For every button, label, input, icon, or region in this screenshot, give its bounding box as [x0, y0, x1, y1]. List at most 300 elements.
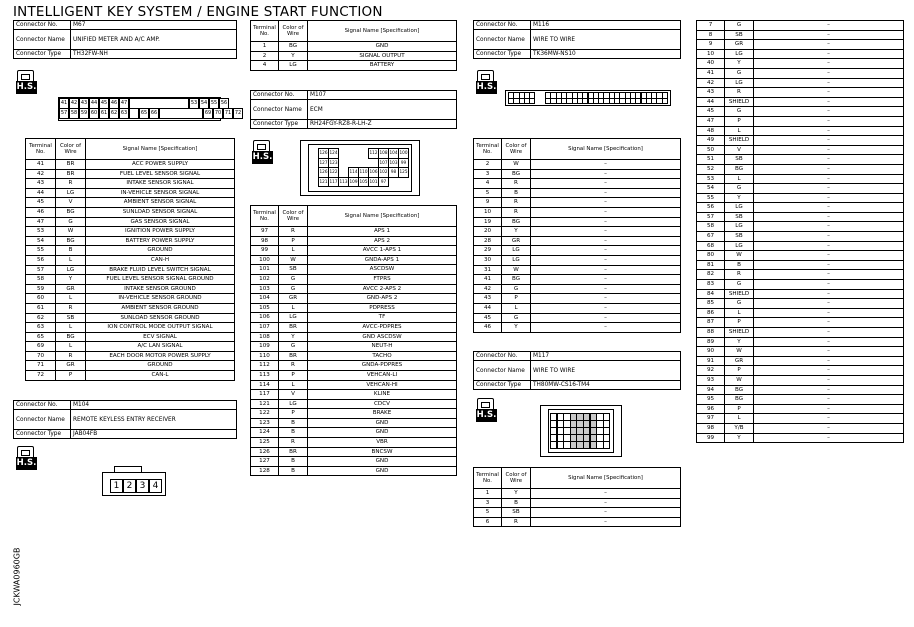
m107-pin: 99	[398, 158, 409, 169]
signal-name-cell: APS 2	[308, 236, 457, 246]
table-row	[697, 193, 904, 203]
m117-pin	[603, 441, 610, 449]
table-row	[26, 275, 235, 285]
wire-color-cell: W	[56, 227, 86, 237]
table-row	[474, 323, 681, 333]
wire-color-cell: LG	[502, 255, 531, 265]
table-row	[697, 375, 904, 385]
m117-connector-no: M117	[531, 352, 681, 361]
signal-name-cell: GND-APS 2	[308, 294, 457, 304]
label-connector-no: Connector No.	[14, 21, 71, 30]
terminal-no-cell: 3	[474, 169, 502, 179]
table-row	[697, 59, 904, 69]
terminal-no-cell: 91	[697, 356, 725, 366]
table-row	[474, 303, 681, 313]
table-row	[697, 68, 904, 78]
terminal-no-cell: 60	[26, 294, 56, 304]
terminal-no-cell: 128	[251, 466, 279, 476]
terminal-no-cell: 71	[26, 361, 56, 371]
m67-pin: 63	[119, 108, 129, 119]
signal-name-cell: GROUND	[86, 246, 235, 256]
terminal-no-cell: 104	[251, 294, 279, 304]
terminal-no-cell: 97	[251, 227, 279, 237]
table-row	[697, 212, 904, 222]
terminal-no-cell: 50	[697, 145, 725, 155]
m67-pin: 65	[139, 108, 149, 119]
terminal-no-cell: 100	[251, 255, 279, 265]
signal-name-cell: –	[754, 164, 904, 174]
signal-name-cell: BNCSW	[308, 447, 457, 457]
table-row	[697, 116, 904, 126]
table-row	[251, 399, 457, 409]
terminal-no-cell: 45	[697, 107, 725, 117]
signal-name-cell: –	[531, 160, 681, 170]
terminal-no-cell: 54	[697, 184, 725, 194]
col-signal-name: Signal Name [Specification]	[86, 139, 235, 160]
hs-icon: H.S.	[476, 398, 498, 424]
terminal-no-cell: 57	[697, 212, 725, 222]
wire-color-cell: Y	[56, 275, 86, 285]
table-row	[697, 136, 904, 146]
m117-pin-grid	[550, 413, 612, 449]
col-terminal-no: Terminal No.	[251, 21, 279, 42]
terminal-no-cell: 6	[474, 517, 502, 527]
wire-color-cell: L	[725, 174, 754, 184]
m104-pin: 4	[149, 479, 162, 493]
m107-pin: 123	[328, 158, 339, 169]
table-row	[697, 328, 904, 338]
signal-name-cell: BATTERY	[308, 61, 457, 71]
signal-name-cell: –	[754, 184, 904, 194]
wire-color-cell: G	[725, 299, 754, 309]
signal-name-cell: AMBIENT SENSOR SIGNAL	[86, 198, 235, 208]
wire-color-cell: BG	[279, 42, 308, 52]
terminal-no-cell: 9	[697, 40, 725, 50]
wire-color-cell: R	[502, 198, 531, 208]
terminal-no-cell: 82	[697, 270, 725, 280]
terminal-no-cell: 53	[697, 174, 725, 184]
terminal-no-cell: 55	[26, 246, 56, 256]
terminal-no-cell: 89	[697, 337, 725, 347]
terminal-no-cell: 123	[251, 418, 279, 428]
wire-color-cell: G	[725, 21, 754, 31]
m67-pin: 53	[189, 98, 199, 109]
m107-pin: 113	[338, 177, 349, 188]
signal-name-cell: GNDA-APS 1	[308, 255, 457, 265]
terminal-no-cell: 40	[697, 59, 725, 69]
terminal-no-cell: 84	[697, 289, 725, 299]
table-row	[474, 284, 681, 294]
wire-color-cell: LG	[56, 188, 86, 198]
signal-name-cell: –	[754, 270, 904, 280]
table-row	[251, 418, 457, 428]
signal-name-cell: GND	[308, 457, 457, 467]
wire-color-cell: G	[725, 184, 754, 194]
m107-pin: 100	[398, 148, 409, 159]
terminal-no-cell: 83	[697, 280, 725, 290]
table-row	[251, 265, 457, 275]
wire-color-cell: SB	[725, 30, 754, 40]
signal-name-cell: –	[754, 21, 904, 31]
wire-color-cell: V	[279, 390, 308, 400]
table-row	[474, 255, 681, 265]
table-row	[474, 236, 681, 246]
table-row	[474, 179, 681, 189]
terminal-no-cell: 112	[251, 361, 279, 371]
signal-name-cell: –	[754, 280, 904, 290]
terminal-no-cell: 42	[474, 284, 502, 294]
table-row	[26, 255, 235, 265]
signal-name-cell: ASCDSW	[308, 265, 457, 275]
table-row	[26, 332, 235, 342]
col-color-of-wire: Color of Wire	[502, 468, 531, 489]
terminal-no-cell: 4	[474, 179, 502, 189]
table-row	[697, 232, 904, 242]
wire-color-cell: Y/B	[725, 423, 754, 433]
m67-pin-row-bottom	[59, 108, 243, 119]
wire-color-cell: R	[279, 361, 308, 371]
m104-connector-no: M104	[71, 401, 237, 410]
table-row	[697, 404, 904, 414]
label-connector-no: Connector No.	[474, 352, 531, 361]
table-row	[697, 356, 904, 366]
wire-color-cell: G	[279, 284, 308, 294]
wire-color-cell: P	[725, 318, 754, 328]
signal-name-cell: –	[531, 236, 681, 246]
wire-color-cell: Y	[502, 489, 531, 499]
wire-color-cell: L	[56, 294, 86, 304]
wire-color-cell: BG	[56, 207, 86, 217]
hs-icon: H.S.	[16, 446, 38, 472]
table-row	[474, 217, 681, 227]
table-row	[251, 390, 457, 400]
table-row	[697, 308, 904, 318]
label-connector-name: Connector Name	[14, 410, 71, 430]
signal-name-cell: –	[754, 116, 904, 126]
signal-name-cell: –	[531, 265, 681, 275]
signal-name-cell: –	[754, 145, 904, 155]
terminal-no-cell: 58	[26, 275, 56, 285]
wire-color-cell: BG	[56, 236, 86, 246]
wire-color-cell: G	[56, 217, 86, 227]
table-row	[697, 251, 904, 261]
m117-connector-name: WIRE TO WIRE	[531, 361, 681, 381]
table-row	[26, 313, 235, 323]
signal-name-cell: AMBIENT SENSOR GROUND	[86, 303, 235, 313]
m107-connector-info	[250, 90, 457, 129]
terminal-no-cell: 95	[697, 395, 725, 405]
m67-pin: 60	[89, 108, 99, 119]
wire-color-cell: R	[725, 88, 754, 98]
signal-name-cell: GNDA-PDPRES	[308, 361, 457, 371]
wire-color-cell: W	[725, 251, 754, 261]
label-connector-no: Connector No.	[251, 91, 308, 100]
wire-color-cell: R	[56, 179, 86, 189]
table-row	[26, 217, 235, 227]
signal-name-cell: GROUND	[86, 361, 235, 371]
signal-name-cell: –	[754, 126, 904, 136]
terminal-no-cell: 98	[251, 236, 279, 246]
wire-color-cell: L	[56, 323, 86, 333]
terminal-no-cell: 41	[474, 275, 502, 285]
terminal-no-cell: 62	[26, 313, 56, 323]
m107-pin: 107	[378, 158, 389, 169]
table-row	[26, 227, 235, 237]
wire-color-cell: B	[279, 428, 308, 438]
terminal-no-cell: 85	[697, 299, 725, 309]
wire-color-cell: SHIELD	[725, 328, 754, 338]
terminal-no-cell: 68	[697, 241, 725, 251]
m67-pin-gap	[159, 108, 203, 119]
wire-color-cell: LG	[725, 241, 754, 251]
table-row	[251, 466, 457, 476]
label-connector-type: Connector Type	[474, 381, 531, 390]
wire-color-cell: LG	[56, 265, 86, 275]
table-row	[26, 371, 235, 381]
signal-name-cell: –	[754, 260, 904, 270]
signal-name-cell: –	[754, 241, 904, 251]
wire-color-cell: LG	[279, 61, 308, 71]
terminal-no-cell: 106	[251, 313, 279, 323]
terminal-no-cell: 109	[251, 342, 279, 352]
wire-color-cell: P	[502, 294, 531, 304]
signal-name-cell: –	[531, 508, 681, 518]
signal-name-cell: EACH DOOR MOTOR POWER SUPPLY	[86, 351, 235, 361]
table-row	[474, 294, 681, 304]
m67-pin: 66	[149, 108, 159, 119]
table-row	[251, 322, 457, 332]
m107-pin: 126	[318, 167, 329, 178]
terminal-no-cell: 108	[251, 332, 279, 342]
wire-color-cell: BR	[279, 351, 308, 361]
signal-name-cell: CAN-H	[86, 255, 235, 265]
m67-connector-diagram	[58, 97, 242, 121]
wire-color-cell: W	[725, 347, 754, 357]
signal-name-cell: VBR	[308, 438, 457, 448]
table-row	[697, 88, 904, 98]
table-row	[697, 423, 904, 433]
m107-pin: 104	[388, 148, 399, 159]
m67-connector-info	[13, 20, 237, 59]
wire-color-cell: B	[56, 246, 86, 256]
m104-connector-diagram	[98, 466, 170, 496]
wire-color-cell: R	[279, 227, 308, 237]
label-connector-name: Connector Name	[474, 30, 531, 50]
m107-pin: 109	[348, 177, 359, 188]
m117-terminal-table	[473, 467, 681, 527]
label-connector-no: Connector No.	[474, 21, 531, 30]
terminal-no-cell: 48	[697, 126, 725, 136]
table-row	[474, 188, 681, 198]
terminal-no-cell: 42	[697, 78, 725, 88]
m67-pin: 54	[199, 98, 209, 109]
m104-pin: 3	[136, 479, 149, 493]
table-row	[697, 145, 904, 155]
wire-color-cell: R	[725, 270, 754, 280]
wire-color-cell: Y	[279, 51, 308, 61]
terminal-no-cell: 57	[26, 265, 56, 275]
signal-name-cell: –	[754, 251, 904, 261]
label-connector-type: Connector Type	[14, 430, 71, 439]
wire-color-cell: R	[56, 303, 86, 313]
m67-pin: 47	[119, 98, 129, 109]
wire-color-cell: Y	[725, 337, 754, 347]
terminal-no-cell: 43	[697, 88, 725, 98]
signal-name-cell: –	[531, 294, 681, 304]
signal-name-cell: –	[531, 246, 681, 256]
table-row	[697, 414, 904, 424]
table-row	[697, 97, 904, 107]
signal-name-cell: –	[754, 49, 904, 59]
col-signal-name: Signal Name [Specification]	[308, 21, 457, 42]
terminal-no-cell: 45	[26, 198, 56, 208]
m67-pin: 70	[213, 108, 223, 119]
m67-pin: 57	[59, 108, 69, 119]
terminal-no-cell: 45	[474, 313, 502, 323]
m116-connector-name: WIRE TO WIRE	[531, 30, 681, 50]
signal-name-cell: AVCC 1-APS 1	[308, 246, 457, 256]
terminal-no-cell: 90	[697, 347, 725, 357]
m67-pin: 62	[109, 108, 119, 119]
wire-color-cell: R	[279, 438, 308, 448]
signal-name-cell: TF	[308, 313, 457, 323]
m116-connector-no: M116	[531, 21, 681, 30]
terminal-no-cell: 47	[26, 217, 56, 227]
signal-name-cell: –	[754, 366, 904, 376]
table-row	[251, 42, 457, 52]
wire-color-cell: P	[56, 371, 86, 381]
terminal-no-cell: 56	[26, 255, 56, 265]
table-row	[474, 169, 681, 179]
terminal-no-cell: 52	[697, 164, 725, 174]
table-row	[26, 207, 235, 217]
signal-name-cell: IN-VEHICLE SENSOR GROUND	[86, 294, 235, 304]
table-row	[26, 361, 235, 371]
terminal-no-cell: 46	[26, 207, 56, 217]
m67-pin: 41	[59, 98, 69, 109]
m107-pin: 98	[388, 167, 399, 178]
signal-name-cell: –	[531, 179, 681, 189]
wire-color-cell: BG	[502, 275, 531, 285]
table-row	[697, 174, 904, 184]
terminal-no-cell: 51	[697, 155, 725, 165]
terminal-no-cell: 56	[697, 203, 725, 213]
m67-pin: 44	[89, 98, 99, 109]
wire-color-cell: GR	[279, 294, 308, 304]
wire-color-cell: W	[502, 265, 531, 275]
terminal-no-cell: 114	[251, 380, 279, 390]
table-row	[251, 303, 457, 313]
wire-color-cell: SHIELD	[725, 289, 754, 299]
wire-color-cell: SB	[56, 313, 86, 323]
terminal-no-cell: 81	[697, 260, 725, 270]
hs-icon: H.S.	[476, 70, 498, 96]
signal-name-cell: –	[754, 97, 904, 107]
table-row	[251, 227, 457, 237]
wire-color-cell: G	[279, 342, 308, 352]
signal-name-cell: –	[754, 174, 904, 184]
table-row	[697, 280, 904, 290]
m117-connector-type: TH80MW-CS16-TM4	[531, 381, 681, 390]
signal-name-cell: –	[531, 303, 681, 313]
signal-name-cell: –	[531, 169, 681, 179]
terminal-no-cell: 1	[251, 42, 279, 52]
signal-name-cell: –	[754, 385, 904, 395]
m107-pin: 121	[318, 177, 329, 188]
table-row	[251, 246, 457, 256]
wire-color-cell: G	[725, 68, 754, 78]
signal-name-cell: –	[531, 198, 681, 208]
terminal-no-cell: 30	[474, 255, 502, 265]
table-row	[697, 40, 904, 50]
table-row	[251, 447, 457, 457]
label-connector-no: Connector No.	[14, 401, 71, 410]
table-row	[697, 21, 904, 31]
col-signal-name: Signal Name [Specification]	[531, 139, 681, 160]
terminal-no-cell: 102	[251, 274, 279, 284]
image-id: JCKWA0960GB	[12, 547, 22, 606]
table-row	[697, 155, 904, 165]
signal-name-cell: FUEL LEVEL SENSOR SIGNAL	[86, 169, 235, 179]
terminal-no-cell: 86	[697, 308, 725, 318]
m67-connector-name: UNIFIED METER AND A/C AMP.	[71, 30, 237, 50]
signal-name-cell: –	[754, 308, 904, 318]
wire-color-cell: BR	[279, 322, 308, 332]
terminal-no-cell: 41	[26, 160, 56, 170]
col-signal-name: Signal Name [Specification]	[308, 206, 457, 227]
table-row	[697, 347, 904, 357]
signal-name-cell: –	[754, 68, 904, 78]
terminal-no-cell: 19	[474, 217, 502, 227]
terminal-no-cell: 10	[697, 49, 725, 59]
signal-name-cell: –	[754, 328, 904, 338]
table-row	[251, 409, 457, 419]
terminal-no-cell: 80	[697, 251, 725, 261]
wire-color-cell: BG	[56, 332, 86, 342]
signal-name-cell: PDPRESS	[308, 303, 457, 313]
terminal-no-cell: 7	[697, 21, 725, 31]
terminal-no-cell: 65	[26, 332, 56, 342]
table-row	[26, 303, 235, 313]
signal-name-cell: –	[754, 299, 904, 309]
m67-pin: 61	[99, 108, 109, 119]
signal-name-cell: –	[754, 155, 904, 165]
m104-connector-name: REMOTE KEYLESS ENTRY RECEIVER	[71, 410, 237, 430]
terminal-no-cell: 105	[251, 303, 279, 313]
table-row	[697, 222, 904, 232]
wire-color-cell: Y	[279, 332, 308, 342]
wire-color-cell: R	[502, 517, 531, 527]
table-row	[697, 241, 904, 251]
table-row	[251, 61, 457, 71]
m107-pin: 122	[328, 167, 339, 178]
signal-name-cell: SUNLOAD SENSOR GROUND	[86, 313, 235, 323]
wire-color-cell: GR	[502, 236, 531, 246]
signal-name-cell: APS 1	[308, 227, 457, 237]
terminal-no-cell: 113	[251, 370, 279, 380]
terminal-no-cell: 49	[697, 136, 725, 146]
wire-color-cell: R	[502, 179, 531, 189]
m107-pin: 110	[358, 167, 369, 178]
wire-color-cell: LG	[725, 203, 754, 213]
table-row	[26, 294, 235, 304]
table-row	[251, 370, 457, 380]
wire-color-cell: P	[725, 404, 754, 414]
signal-name-cell: GND	[308, 466, 457, 476]
table-row	[697, 260, 904, 270]
m107-pin: 97	[378, 177, 389, 188]
wire-color-cell: BG	[502, 169, 531, 179]
